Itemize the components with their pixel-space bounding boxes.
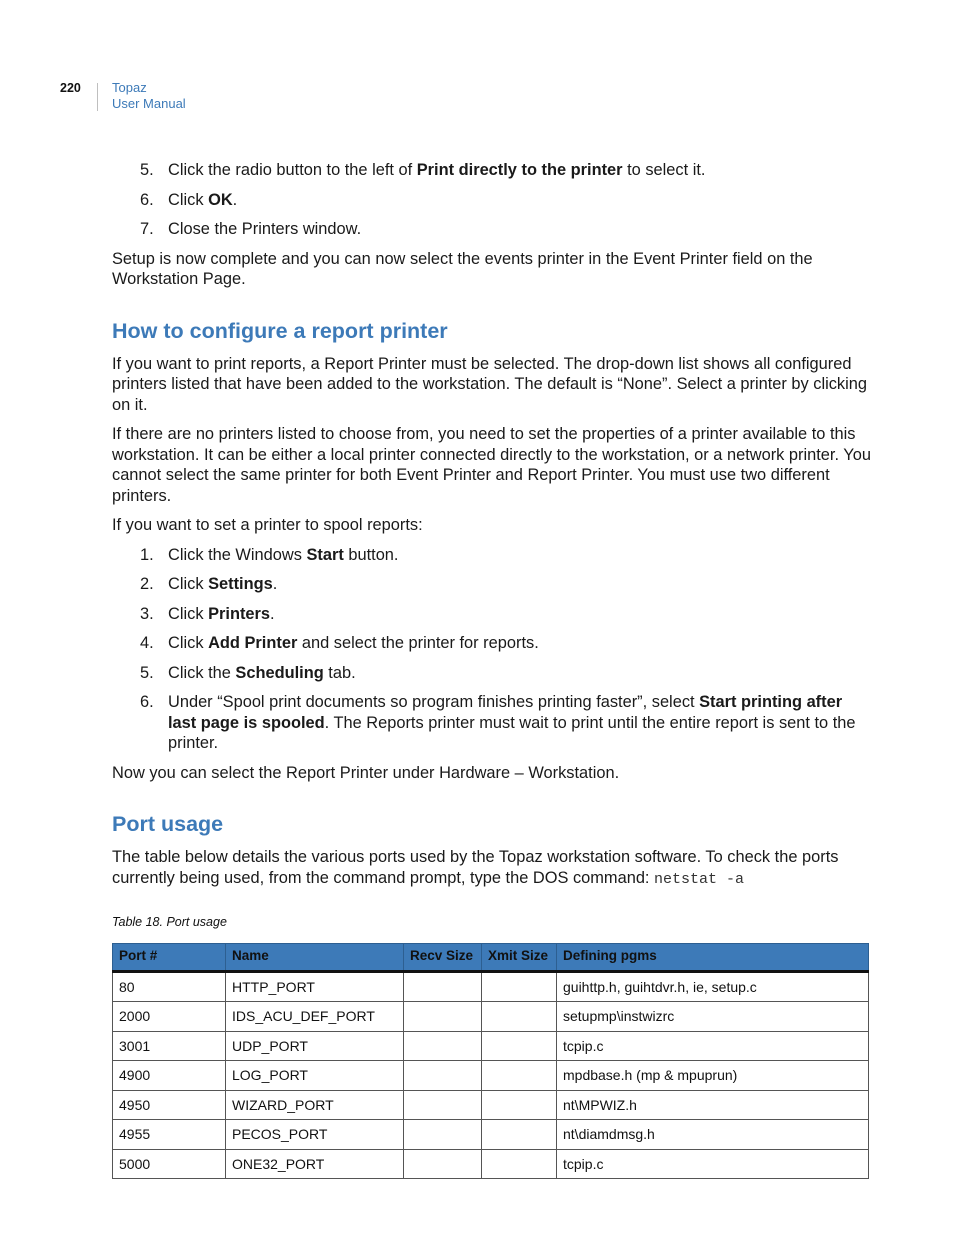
column-header-recv-size: Recv Size xyxy=(404,943,482,971)
list-item xyxy=(112,219,872,240)
cell-recv-size xyxy=(404,1031,482,1061)
column-header-port: Port # xyxy=(113,943,226,971)
cell-defining-pgms: setupmp\instwizrc xyxy=(557,1002,869,1032)
report-paragraph-3: If you want to set a printer to spool reports: xyxy=(112,516,423,534)
cell-name: IDS_ACU_DEF_PORT xyxy=(226,1002,404,1032)
step-number: 7. xyxy=(140,220,154,238)
cell-defining-pgms: guihttp.h, guihtdvr.h, ie, setup.c xyxy=(557,971,869,1002)
cell-name: UDP_PORT xyxy=(226,1031,404,1061)
cell-name: PECOS_PORT xyxy=(226,1120,404,1150)
step-text: Under “Spool print documents so program finishes printing faster”, select xyxy=(168,693,700,711)
cell-xmit-size xyxy=(482,1090,557,1120)
list-item xyxy=(112,604,872,625)
page-number: 220 xyxy=(60,81,81,95)
report-paragraph-2: If there are no printers listed to choose from, you need to set the properties of a printer available to this workstation. It can be either a local printer connected directly to the workstation, or a network printer. You cannot select the same printer for both Event Printer and Report Printer. You must use two different printers. xyxy=(112,425,871,505)
cell-port: 2000 xyxy=(113,1002,226,1032)
step-text: Click xyxy=(168,634,209,652)
step-number: 6. xyxy=(140,693,154,711)
step-number: 5. xyxy=(140,161,154,179)
step-number: 4. xyxy=(140,634,154,652)
list-item xyxy=(112,692,872,754)
step-text: Click xyxy=(168,190,209,209)
section-heading-port-usage: Port usage xyxy=(112,812,224,836)
cell-recv-size xyxy=(404,1002,482,1032)
report-steps-list xyxy=(112,545,872,754)
page-content xyxy=(112,160,872,1179)
report-closing-paragraph: Now you can select the Report Printer under Hardware – Workstation. xyxy=(112,763,620,782)
cell-xmit-size xyxy=(482,1149,557,1179)
step-text: Click the Windows xyxy=(168,545,307,564)
step-text-after: . The Reports printer must wait to print until the entire report is sent to the printer. xyxy=(168,713,856,752)
port-paragraph-text: The table below details the various ports used by the Topaz workstation software. To check the ports currently being used, from the command prompt, type the DOS command: xyxy=(112,848,839,887)
step-number: 3. xyxy=(140,604,154,623)
table-row xyxy=(113,1149,869,1179)
cell-port: 4900 xyxy=(113,1061,226,1091)
section-heading-report-printer: How to configure a report printer xyxy=(112,318,448,343)
step-bold: Add Printer xyxy=(208,634,298,652)
cell-port: 5000 xyxy=(113,1149,226,1179)
column-header-xmit-size: Xmit Size xyxy=(482,943,557,971)
step-number: 5. xyxy=(140,663,154,682)
running-head xyxy=(112,80,186,112)
cell-defining-pgms: nt\diamdmsg.h xyxy=(557,1120,869,1150)
step-number: 2. xyxy=(140,575,154,593)
step-bold: Printers xyxy=(208,604,271,623)
table-caption: Table 18. Port usage xyxy=(112,915,227,929)
running-head-manual: User Manual xyxy=(112,96,186,111)
cell-defining-pgms: tcpip.c xyxy=(557,1149,869,1179)
table-row xyxy=(113,1090,869,1120)
cell-defining-pgms: tcpip.c xyxy=(557,1031,869,1061)
step-number: 6. xyxy=(140,190,154,209)
step-text-after: . xyxy=(232,190,238,209)
step-text-after: . xyxy=(270,604,275,623)
step-bold: Scheduling xyxy=(235,663,324,682)
cell-name: HTTP_PORT xyxy=(226,971,404,1002)
list-item xyxy=(112,574,872,595)
step-text-after: . xyxy=(272,575,278,593)
table-row xyxy=(113,971,869,1002)
cell-xmit-size xyxy=(482,1061,557,1091)
cell-name: ONE32_PORT xyxy=(226,1149,404,1179)
step-text: Click xyxy=(168,604,209,623)
table-row xyxy=(113,1031,869,1061)
step-bold: Print directly to the printer xyxy=(416,161,623,179)
cell-defining-pgms: nt\MPWIZ.h xyxy=(557,1090,869,1120)
cell-recv-size xyxy=(404,1061,482,1091)
cell-defining-pgms: mpdbase.h (mp & mpuprun) xyxy=(557,1061,869,1091)
cell-port: 4950 xyxy=(113,1090,226,1120)
step-bold: Start printing after last page is spooled xyxy=(168,693,843,732)
step-text-after: and select the printer for reports. xyxy=(297,634,539,652)
step-text: Close the Printers window. xyxy=(168,220,362,238)
dos-command: netstat -a xyxy=(654,870,745,888)
cell-name: LOG_PORT xyxy=(226,1061,404,1091)
step-text: Click xyxy=(168,575,209,593)
column-header-defining-pgms: Defining pgms xyxy=(557,943,869,971)
cell-recv-size xyxy=(404,1120,482,1150)
report-paragraph-1: If you want to print reports, a Report Printer must be selected. The drop-down list shows all configured printers listed that have been added to the workstation. The default is “None”. Select a printer by clicking on it. xyxy=(112,354,867,414)
step-text-after: button. xyxy=(343,545,399,564)
step-bold: Start xyxy=(306,545,344,564)
step-number: 1. xyxy=(140,545,154,564)
step-bold: Settings xyxy=(208,575,273,593)
column-header-name: Name xyxy=(226,943,404,971)
cell-port: 80 xyxy=(113,971,226,1002)
list-item xyxy=(112,190,872,211)
cell-recv-size xyxy=(404,1090,482,1120)
list-item xyxy=(112,663,872,684)
header-divider xyxy=(97,83,98,111)
step-text: Click the radio button to the left of xyxy=(168,161,417,179)
table-row xyxy=(113,1120,869,1150)
cell-xmit-size xyxy=(482,1002,557,1032)
cell-xmit-size xyxy=(482,1031,557,1061)
cell-xmit-size xyxy=(482,971,557,1002)
step-text: Click the xyxy=(168,663,236,682)
list-item xyxy=(112,545,872,566)
cell-name: WIZARD_PORT xyxy=(226,1090,404,1120)
list-item xyxy=(112,633,872,654)
setup-complete-paragraph: Setup is now complete and you can now select the events printer in the Event Printer field on the Workstation Page. xyxy=(112,249,813,288)
table-header-row xyxy=(113,943,869,971)
step-bold: OK xyxy=(208,190,233,209)
list-item xyxy=(112,160,872,181)
table-row xyxy=(113,1002,869,1032)
cell-xmit-size xyxy=(482,1120,557,1150)
step-text-after: tab. xyxy=(323,663,356,682)
cell-port: 3001 xyxy=(113,1031,226,1061)
port-usage-table xyxy=(112,943,869,1180)
step-text-after: to select it. xyxy=(622,161,706,179)
port-paragraph xyxy=(112,847,872,890)
cell-recv-size xyxy=(404,971,482,1002)
cell-port: 4955 xyxy=(113,1120,226,1150)
cell-recv-size xyxy=(404,1149,482,1179)
running-head-product: Topaz xyxy=(112,80,147,95)
intro-steps-list xyxy=(112,160,872,240)
table-row xyxy=(113,1061,869,1091)
